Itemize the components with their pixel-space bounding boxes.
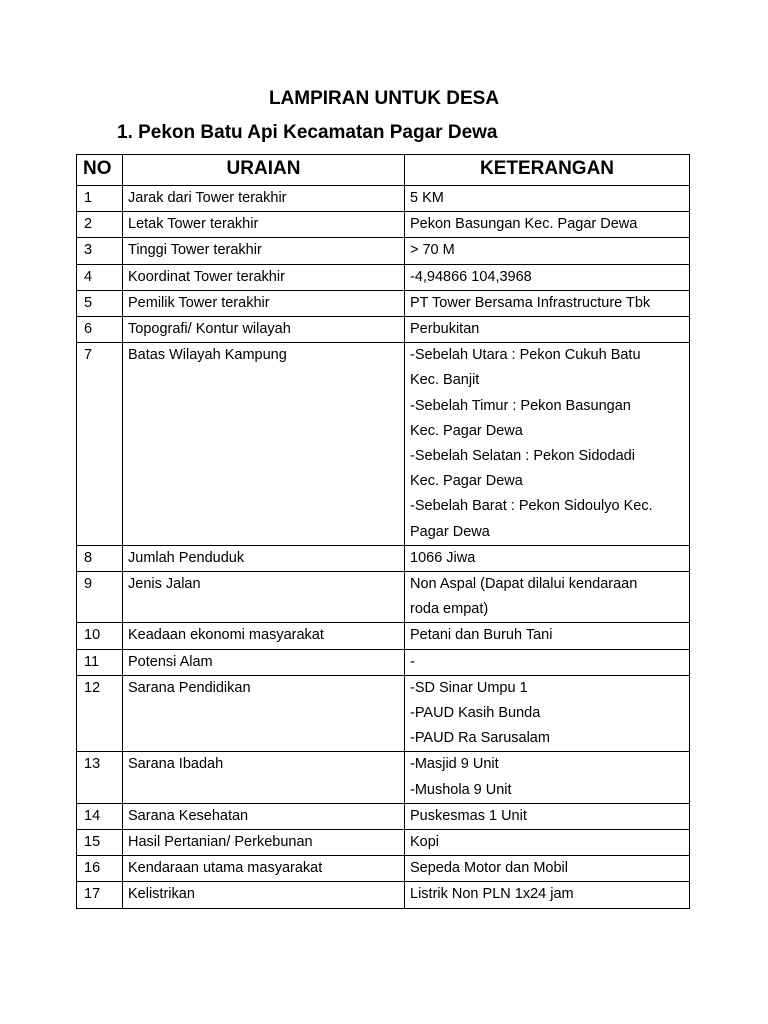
table-row: [77, 675, 690, 752]
row-number: 6: [77, 317, 123, 343]
row-keterangan: [405, 675, 690, 752]
table-row: [77, 803, 690, 829]
table-row: [77, 752, 690, 803]
row-uraian: Kendaraan utama masyarakat: [123, 856, 405, 882]
row-keterangan: [405, 882, 690, 908]
table-row: [77, 623, 690, 649]
row-keterangan: [405, 186, 690, 212]
keterangan-line: Petani dan Buruh Tani: [410, 627, 553, 644]
row-number: 17: [77, 882, 123, 908]
table-header-row: [77, 155, 690, 186]
row-number: 13: [77, 752, 123, 803]
row-number: 5: [77, 290, 123, 316]
keterangan-line: Kec. Pagar Dewa: [410, 422, 523, 439]
keterangan-line: Listrik Non PLN 1x24 jam: [410, 886, 574, 903]
table-row: [77, 317, 690, 343]
table-row: [77, 212, 690, 238]
row-keterangan: [405, 212, 690, 238]
row-keterangan: [405, 803, 690, 829]
keterangan-line: -4,94866 104,3968: [410, 268, 532, 285]
keterangan-line: PT Tower Bersama Infrastructure Tbk: [410, 294, 651, 311]
row-keterangan: [405, 317, 690, 343]
keterangan-line: 5 KM: [410, 190, 444, 206]
row-number: 2: [77, 212, 123, 238]
row-keterangan: [405, 830, 690, 856]
row-number: 8: [77, 545, 123, 571]
keterangan-line: Pagar Dewa: [410, 523, 490, 540]
keterangan-line: Kec. Pagar Dewa: [410, 473, 523, 490]
row-uraian: Jarak dari Tower terakhir: [123, 186, 405, 212]
row-keterangan: [405, 238, 690, 264]
document-title: LAMPIRAN UNTUK DESA: [268, 88, 500, 109]
row-number: 15: [77, 830, 123, 856]
keterangan-line: Non Aspal (Dapat dilalui kendaraan: [410, 576, 638, 593]
row-keterangan: [405, 752, 690, 803]
table-row: [77, 882, 690, 908]
village-data-table: [76, 154, 690, 909]
row-uraian: Keadaan ekonomi masyarakat: [123, 623, 405, 649]
row-keterangan: [405, 264, 690, 290]
keterangan-line: -SD Sinar Umpu 1: [410, 679, 528, 696]
row-number: 14: [77, 803, 123, 829]
keterangan-line: -Sebelah Timur : Pekon Basungan: [410, 397, 631, 414]
row-keterangan: [405, 343, 690, 546]
keterangan-line: 1066 Jiwa: [410, 549, 476, 566]
header-uraian: URAIAN: [123, 155, 405, 186]
keterangan-line: Sepeda Motor dan Mobil: [410, 860, 568, 877]
row-uraian: Sarana Ibadah: [123, 752, 405, 803]
row-keterangan: [405, 856, 690, 882]
table-row: [77, 264, 690, 290]
table-row: [77, 238, 690, 264]
row-uraian: Batas Wilayah Kampung: [123, 343, 405, 546]
keterangan-line: -: [410, 653, 415, 670]
row-keterangan: [405, 290, 690, 316]
row-uraian: Koordinat Tower terakhir: [123, 264, 405, 290]
keterangan-line: > 70 M: [410, 242, 455, 259]
keterangan-line: -PAUD Kasih Bunda: [410, 705, 541, 722]
keterangan-line: -Mushola 9 Unit: [410, 781, 512, 798]
keterangan-line: Perbukitan: [410, 321, 480, 338]
row-keterangan: [405, 545, 690, 571]
table-row: [77, 649, 690, 675]
row-number: 7: [77, 343, 123, 546]
keterangan-line: -Sebelah Barat : Pekon Sidoulyo Kec.: [410, 498, 653, 515]
keterangan-line: Kopi: [410, 834, 440, 851]
row-number: 16: [77, 856, 123, 882]
row-keterangan: [405, 649, 690, 675]
row-number: 4: [77, 264, 123, 290]
row-uraian: Pemilik Tower terakhir: [123, 290, 405, 316]
row-uraian: Sarana Kesehatan: [123, 803, 405, 829]
row-uraian: Tinggi Tower terakhir: [123, 238, 405, 264]
header-no: NO: [77, 155, 123, 186]
keterangan-line: roda empat): [410, 601, 489, 618]
table-row: [77, 186, 690, 212]
table-row: [77, 545, 690, 571]
row-uraian: Topografi/ Kontur wilayah: [123, 317, 405, 343]
table-row: [77, 290, 690, 316]
table-row: [77, 572, 690, 623]
table-row: [77, 343, 690, 546]
row-number: 3: [77, 238, 123, 264]
keterangan-line: Kec. Banjit: [410, 372, 480, 389]
row-uraian: Potensi Alam: [123, 649, 405, 675]
keterangan-line: -Masjid 9 Unit: [410, 756, 499, 773]
keterangan-line: -Sebelah Utara : Pekon Cukuh Batu: [410, 347, 641, 364]
row-number: 11: [77, 649, 123, 675]
table-body: [77, 186, 690, 909]
keterangan-line: Pekon Basungan Kec. Pagar Dewa: [410, 216, 638, 233]
row-uraian: Jenis Jalan: [123, 572, 405, 623]
row-number: 12: [77, 675, 123, 752]
row-number: 10: [77, 623, 123, 649]
row-number: 1: [77, 186, 123, 212]
row-keterangan: [405, 623, 690, 649]
keterangan-line: -PAUD Ra Sarusalam: [410, 730, 550, 747]
row-uraian: Kelistrikan: [123, 882, 405, 908]
row-uraian: Hasil Pertanian/ Perkebunan: [123, 830, 405, 856]
table-row: [77, 856, 690, 882]
row-number: 9: [77, 572, 123, 623]
row-keterangan: [405, 572, 690, 623]
row-uraian: Letak Tower terakhir: [123, 212, 405, 238]
keterangan-line: -Sebelah Selatan : Pekon Sidodadi: [410, 448, 635, 465]
table-row: [77, 830, 690, 856]
section-title: 1. Pekon Batu Api Kecamatan Pagar Dewa: [117, 122, 498, 143]
row-uraian: Sarana Pendidikan: [123, 675, 405, 752]
header-keterangan: KETERANGAN: [405, 155, 690, 186]
keterangan-line: Puskesmas 1 Unit: [410, 807, 527, 824]
row-uraian: Jumlah Penduduk: [123, 545, 405, 571]
